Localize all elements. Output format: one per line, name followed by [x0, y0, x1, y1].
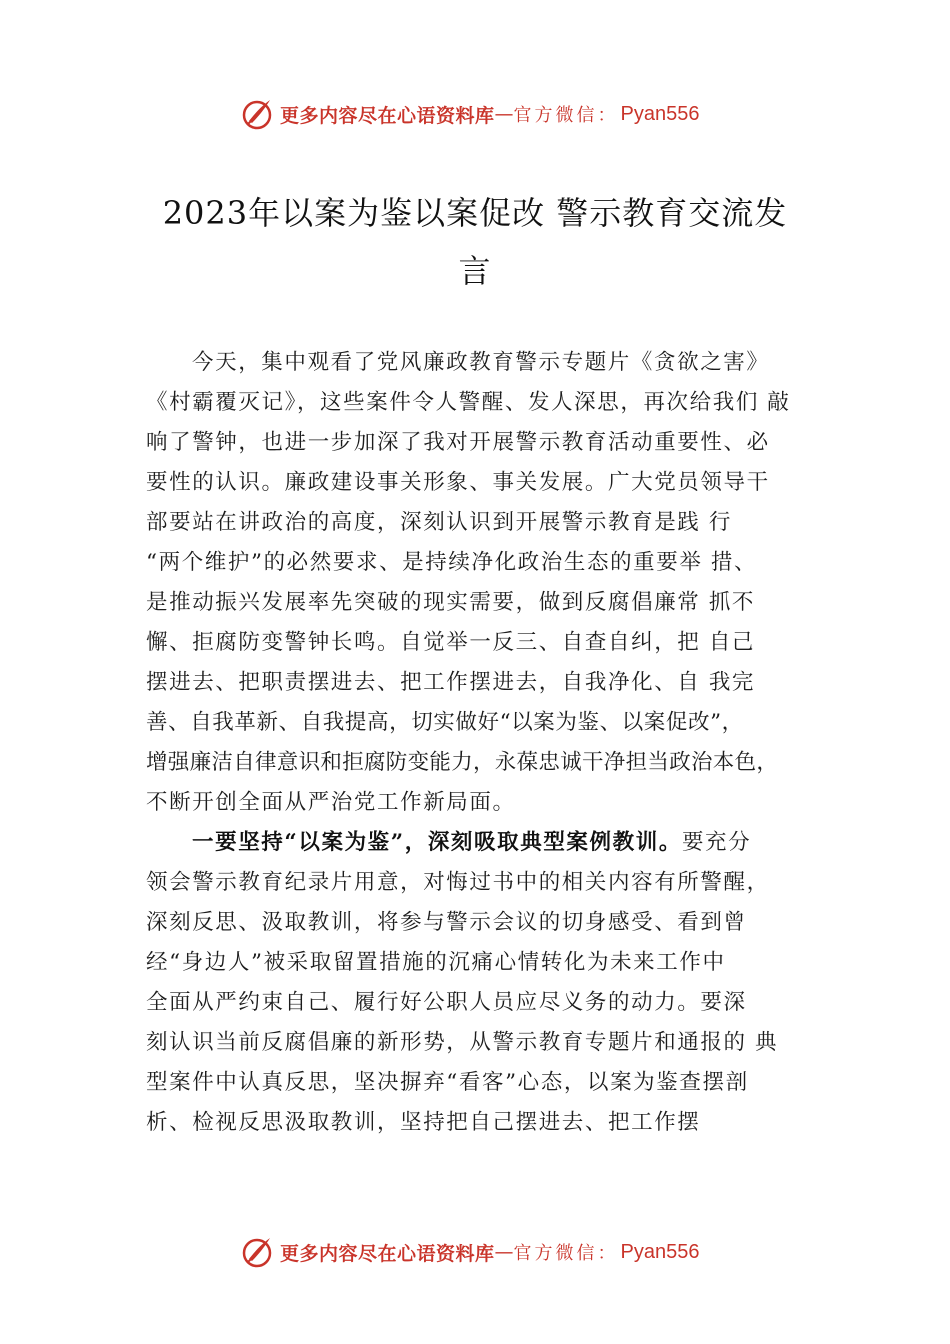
body-line: 《村霸覆灭记》，这些案件令人警醒、发人深思，再次给我们 敲 — [146, 390, 791, 415]
body-line: 响了警钟，也进一步加深了我对开展警示教育活动重要性、必 — [146, 430, 770, 455]
point-1-bold: 一要坚持“以案为鉴”，深刻吸取典型案例教训。 — [192, 830, 682, 855]
banner-text: 更多内容尽在心语资料库 — [280, 104, 495, 127]
quill-logo-icon — [240, 97, 274, 131]
title-line-2: 言 — [458, 252, 492, 290]
header-banner — [240, 94, 699, 134]
body-line: 全面从严约束自己、履行好公职人员应尽义务的动力。要深 — [146, 990, 747, 1015]
body-line: 要性的认识。廉政建设事关形象、事关发展。广大党员领导干 — [146, 470, 770, 495]
body-line: 增强廉洁自律意识和拒腐防变能力，永葆忠诚干净担当政治本色， — [146, 750, 779, 775]
banner-wechat-id: Pyan556 — [620, 102, 700, 125]
quill-logo-icon — [240, 1235, 274, 1269]
body-line: 领会警示教育纪录片用意，对悔过书中的相关内容有所警醒， — [146, 870, 770, 895]
body-line: 析、检视反思汲取教训，坚持把自己摆进去、把工作摆 — [146, 1110, 701, 1135]
banner-wechat-label: 官方微信： — [513, 1243, 619, 1264]
body-line: 刻认识当前反腐倡廉的新形势，从警示教育专题片和通报的 典 — [146, 1030, 779, 1055]
banner-dash: — — [494, 103, 514, 125]
title-line-1: 2023年以案为鉴以案促改 警示教育交流发 — [162, 194, 788, 232]
body-line: 今天，集中观看了党风廉政教育警示专题片《贪欲之害》 — [192, 350, 770, 375]
body-line: 部要站在讲政治的高度，深刻认识到开展警示教育是践 行 — [146, 510, 732, 535]
document-title — [140, 184, 810, 300]
body-line: “两个维护”的必然要求、是持续净化政治生态的重要举 措、 — [146, 550, 758, 575]
body-line: 善、自我革新、自我提高，切实做好“以案为鉴、以案促改”， — [146, 710, 744, 735]
footer-banner — [240, 1232, 699, 1272]
point-1-heading-line — [192, 823, 751, 863]
body-line: 是推动振兴发展率先突破的现实需要，做到反腐倡廉常 抓不 — [146, 590, 756, 615]
body-line: 不断开创全面从严治党工作新局面。 — [146, 790, 516, 815]
banner-dash: — — [494, 1241, 514, 1263]
body-line: 深刻反思、汲取教训，将参与警示会议的切身感受、看到曾 — [146, 910, 747, 935]
point-1-rest: 要充分 — [681, 830, 752, 855]
body-line: 懈、拒腐防变警钟长鸣。自觉举一反三、自查自纠，把 自己 — [146, 630, 756, 655]
body-line: 型案件中认真反思，坚决摒弃“看客”心态，以案为鉴查摆剖 — [146, 1070, 749, 1095]
body-line: 经“身边人”被采取留置措施的沉痛心情转化为未来工作中 — [146, 950, 726, 975]
banner-wechat-label: 官方微信： — [513, 105, 619, 126]
banner-text: 更多内容尽在心语资料库 — [280, 1242, 495, 1265]
body-line: 摆进去、把职责摆进去、把工作摆进去，自我净化、自 我完 — [146, 670, 756, 695]
banner-wechat-id: Pyan556 — [620, 1240, 700, 1263]
